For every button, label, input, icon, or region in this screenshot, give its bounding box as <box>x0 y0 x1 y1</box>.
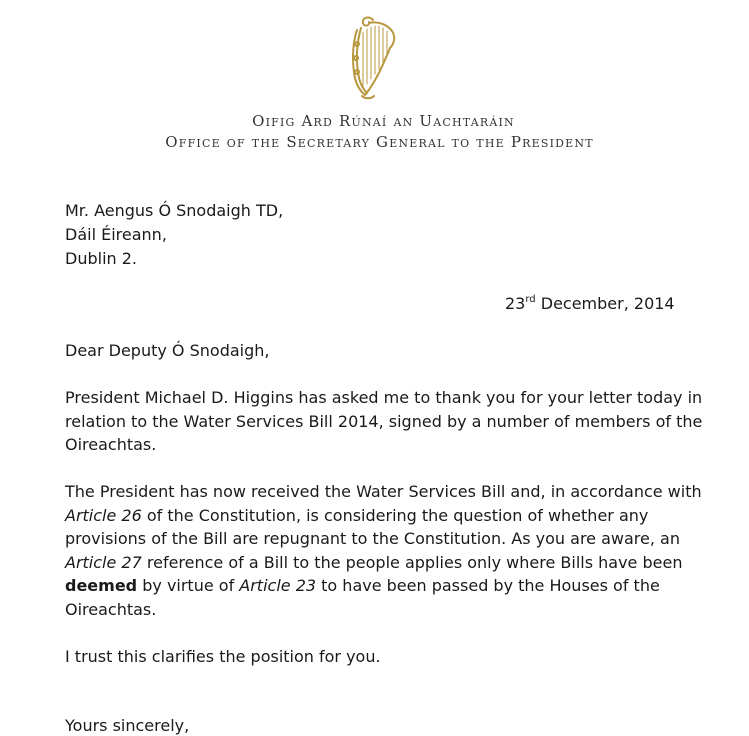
date-rest: December, 2014 <box>535 294 675 313</box>
paragraph-line <box>65 574 685 598</box>
paragraph-line <box>65 551 685 575</box>
closing: Yours sincerely, <box>65 716 190 735</box>
paragraph-line: President Michael D. Higgins has asked me to thank you for your letter today in <box>65 388 703 407</box>
date-suffix: rd <box>525 294 536 305</box>
salutation: Dear Deputy Ó Snodaigh, <box>65 341 270 360</box>
paragraph-1 <box>65 386 703 457</box>
paragraph-line: Oireachtas. <box>65 599 157 619</box>
paragraph-text: of the Constitution, is considering the question of whether any <box>141 505 649 525</box>
paragraph-text: reference of a Bill to the people applies only where Bills have been <box>141 552 683 572</box>
paragraph-line: Oireachtas. <box>65 435 157 454</box>
paragraph-3 <box>65 645 685 669</box>
office-title-irish: Oifig Ard Rúnaí an Uachtaráin <box>252 112 515 130</box>
letter-date <box>505 294 675 313</box>
office-title-english: Office of the Secretary General to the President <box>165 133 594 151</box>
recipient-city: Dublin 2. <box>65 249 137 268</box>
paragraph-line: relation to the Water Services Bill 2014, signed by a number of members of the <box>65 411 703 431</box>
article-26-ref: Article 26 <box>65 505 142 525</box>
paragraph-text: by virtue of <box>137 576 240 595</box>
article-27-ref: Article 27 <box>65 552 142 572</box>
paragraph-2 <box>65 480 702 621</box>
recipient-organisation: Dáil Éireann, <box>65 225 167 244</box>
date-day: 23 <box>505 294 526 313</box>
recipient-address <box>65 199 283 271</box>
paragraph-line <box>65 504 685 528</box>
paragraph-line: I trust this clarifies the position for you. <box>65 647 381 666</box>
paragraph-text: to have been passed by the Houses of the <box>316 576 660 595</box>
deemed-emphasis: deemed <box>65 576 138 595</box>
recipient-name: Mr. Aengus Ó Snodaigh TD, <box>65 201 284 220</box>
article-23-ref: Article 23 <box>239 576 317 595</box>
paragraph-line: provisions of the Bill are repugnant to the Constitution. As you are aware, an <box>65 529 680 548</box>
harp-icon <box>343 14 399 100</box>
paragraph-line: The President has now received the Water Services Bill and, in accordance with <box>65 482 702 501</box>
